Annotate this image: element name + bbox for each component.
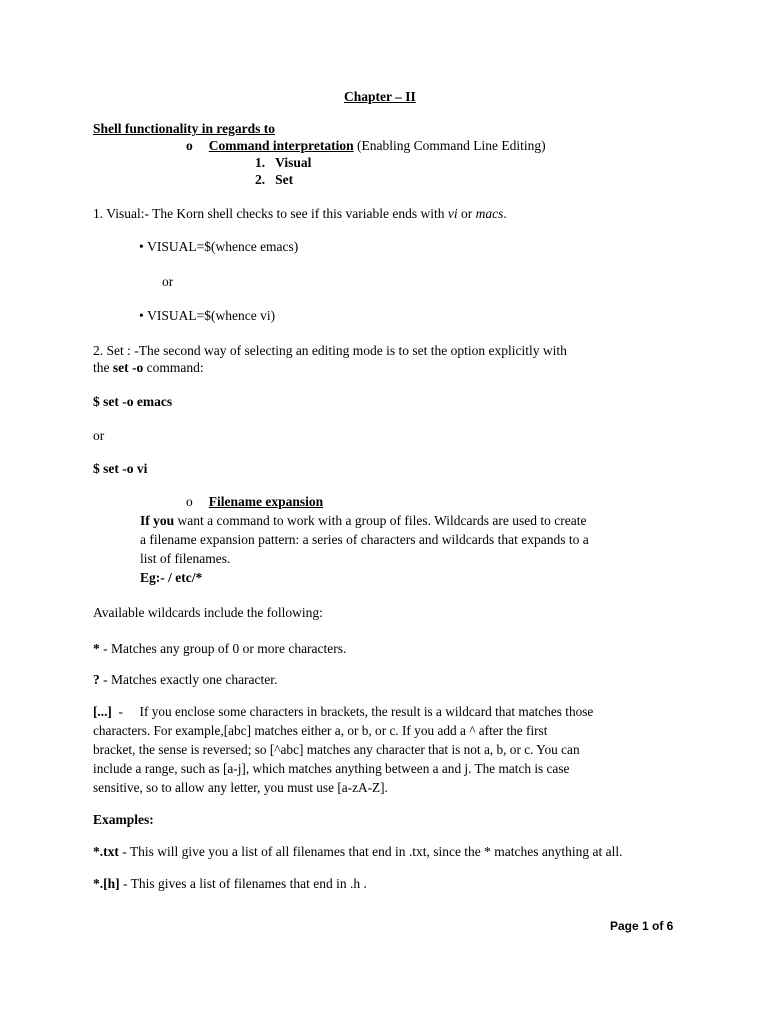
outline-marker: o — [186, 138, 193, 153]
vi-term: vi — [447, 206, 458, 221]
bracket-dash: - — [111, 704, 140, 719]
page-number: Page 1 of 6 — [610, 919, 674, 933]
outline-item-command-interpretation — [186, 137, 546, 155]
outline-subitem-set — [255, 171, 293, 189]
set-vi-command: $ set -o vi — [93, 461, 148, 476]
set-line-suffix: command: — [143, 360, 204, 375]
example-symbol: *.txt — [93, 844, 119, 859]
subitem-label: Visual — [275, 155, 312, 170]
bullet-icon: • — [139, 308, 144, 323]
bracket-line-3: bracket, the sense is reversed; so [^abc] matches any character that is not a, b, or c. You can — [93, 742, 580, 757]
bracket-line-1 — [93, 702, 683, 721]
bullet-icon: • — [139, 239, 144, 254]
outline-item-note: (Enabling Command Line Editing) — [357, 138, 546, 153]
period: . — [503, 206, 507, 221]
filename-line-text: want a command to work with a group of files. Wildcards are used to create — [174, 513, 587, 528]
filename-line-3: list of filenames. — [140, 551, 231, 566]
example-txt — [93, 843, 623, 861]
bullet-text: VISUAL=$(whence vi) — [147, 308, 276, 323]
example-desc: - This will give you a list of all filenames that end in .txt, since the * matches anything at all. — [118, 844, 623, 859]
bullet-text: VISUAL=$(whence emacs) — [147, 239, 299, 254]
outline-subitem-visual — [255, 154, 311, 172]
visual-intro-text: 1. Visual:- The Korn shell checks to see if this variable ends with — [93, 206, 448, 221]
or-text: or — [162, 274, 174, 289]
section-heading: Shell functionality in regards to — [93, 121, 276, 136]
wildcards-intro: Available wildcards include the following: — [93, 605, 323, 620]
examples-heading: Examples: — [93, 812, 154, 827]
chapter-title: Chapter – II — [344, 89, 416, 104]
wildcard-question — [93, 671, 277, 689]
emacs-term: macs — [475, 206, 504, 221]
example-h — [93, 875, 367, 893]
example-symbol: *.[h] — [93, 876, 120, 891]
set-command: set -o — [112, 360, 144, 375]
subitem-label: Set — [275, 172, 294, 187]
outline-item-title: Filename expansion — [208, 494, 324, 509]
filename-example: Eg:- / etc/* — [140, 570, 203, 585]
bracket-line-2: characters. For example,[abc] matches either a, or b, or c. If you add a ^ after the first — [93, 723, 548, 738]
or-word: or — [457, 206, 476, 221]
set-line-2 — [93, 359, 204, 377]
set-emacs-command: $ set -o emacs — [93, 394, 173, 409]
set-line-1: 2. Set : -The second way of selecting an editing mode is to set the option explicitly with — [93, 343, 567, 358]
or-text: or — [93, 428, 105, 443]
wildcard-desc: - Matches exactly one character. — [99, 672, 278, 687]
filename-line-1 — [140, 512, 586, 530]
outline-item-title: Command interpretation — [208, 138, 354, 153]
filename-line-2: a filename expansion pattern: a series of characters and wildcards that expands to a — [140, 532, 589, 547]
if-you-text: If you — [140, 513, 175, 528]
outline-marker: o — [186, 494, 193, 509]
wildcard-star — [93, 640, 346, 658]
subitem-number: 1. — [255, 155, 266, 170]
bracket-line-4: include a range, such as [a-j], which matches anything between a and j. The match is case — [93, 761, 570, 776]
subitem-number: 2. — [255, 172, 266, 187]
example-desc: - This gives a list of filenames that end in .h . — [119, 876, 367, 891]
wildcard-symbol: ? — [93, 672, 100, 687]
wildcard-symbol: [...] — [93, 704, 112, 719]
bracket-line-5: sensitive, so to allow any letter, you must use [a-zA-Z]. — [93, 780, 388, 795]
set-line-prefix: the — [93, 360, 113, 375]
outline-item-filename-expansion — [186, 493, 323, 511]
wildcard-bracket-paragraph — [93, 702, 683, 797]
wildcard-desc: - Matches any group of 0 or more characters. — [99, 641, 347, 656]
bullet-item-vi — [139, 307, 275, 325]
bracket-text: If you enclose some characters in brackets, the result is a wildcard that matches those — [139, 704, 594, 719]
bullet-item-emacs — [139, 238, 298, 256]
wildcard-symbol: * — [93, 641, 100, 656]
visual-intro — [93, 205, 507, 223]
